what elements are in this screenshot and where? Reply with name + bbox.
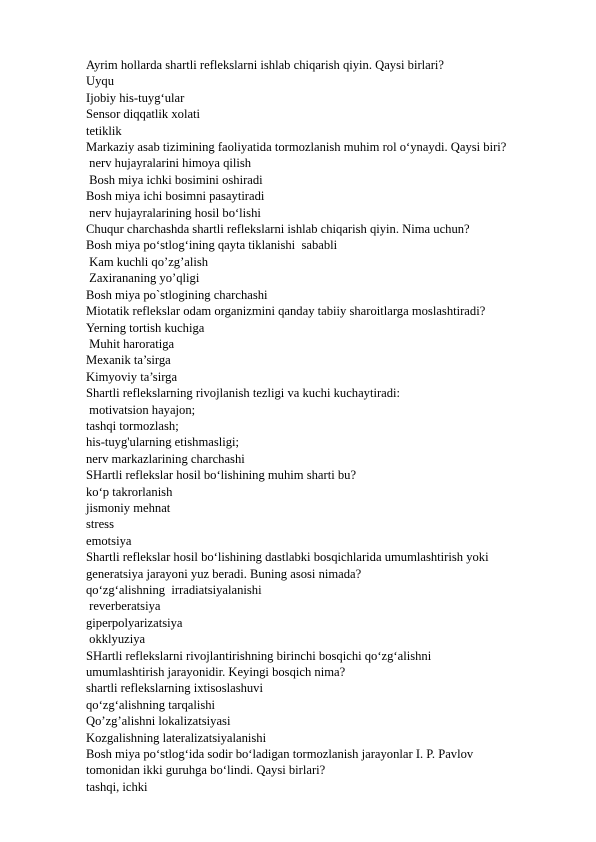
- answer-option: Yerning tortish kuchiga: [86, 320, 205, 335]
- answer-option: Ijobiy his-tuyg‘ular: [86, 90, 185, 105]
- answer-option: Bosh miya po‘stlog‘ining qayta tiklanishi sababli: [86, 238, 338, 253]
- answer-option: nerv markazlarining charchashi: [86, 451, 245, 466]
- question-text: Shartli reflekslar hosil bo‘lishining dastlabki bosqichlarida umumlashtirish yoki: [86, 550, 489, 565]
- question-text: Miotatik reflekslar odam organizmini qanday tabiiy sharoitlarga moslashtiradi?: [86, 304, 486, 319]
- answer-option: Bosh miya ichi bosimni pasaytiradi: [86, 189, 265, 204]
- answer-option: Sensor diqqatlik xolati: [86, 107, 201, 122]
- answer-option: nerv hujayralarining hosil bo‘lishi: [86, 205, 261, 220]
- question-text: umumlashtirish jarayonidir. Keyingi bosqich nima?: [86, 665, 346, 680]
- answer-option: ko‘p takrorlanish: [86, 484, 173, 499]
- answer-option: tashqi tormozlash;: [86, 418, 179, 433]
- answer-option: shartli reflekslarning ixtisoslashuvi: [86, 681, 263, 696]
- question-text: Chuqur charchashda shartli reflekslarni ishlab chiqarish qiyin. Nima uchun?: [86, 222, 470, 237]
- question-text: Ayrim hollarda shartli reflekslarni ishlab chiqarish qiyin. Qaysi birlari?: [86, 58, 445, 72]
- answer-option: jismoniy mehnat: [86, 500, 171, 515]
- question-text: tomonidan ikki guruhga bo‘lindi. Qaysi birlari?: [86, 763, 326, 778]
- answer-option: Bosh miya ichki bosimini oshiradi: [86, 172, 263, 187]
- answer-option: Uyqu: [86, 74, 114, 89]
- answer-option: motivatsion hayajon;: [86, 402, 196, 417]
- answer-option: Kam kuchli qo’zg’alish: [86, 254, 209, 269]
- question-text: Markaziy asab tizimining faoliyatida tormozlanish muhim rol o‘ynaydi. Qaysi biri?: [86, 140, 507, 155]
- answer-option: Bosh miya po`stlogining charchashi: [86, 287, 268, 302]
- answer-option: Kozgalishning lateralizatsiyalanishi: [86, 730, 267, 745]
- answer-option: nerv hujayralarini himoya qilish: [86, 156, 252, 171]
- question-text: SHartli reflekslar hosil bo‘lishining muhim sharti bu?: [86, 468, 357, 483]
- answer-option: okklyuziya: [86, 632, 146, 647]
- answer-option: qo‘zg‘alishning irradiatsiyalanishi: [86, 583, 262, 597]
- answer-option: stress: [86, 517, 114, 532]
- answer-option: Kimyoviy ta’sirga: [86, 369, 178, 384]
- answer-option: qo‘zg‘alishning tarqalishi: [86, 697, 216, 712]
- question-text: generatsiya jarayoni yuz beradi. Buning asosi nimada?: [86, 566, 362, 581]
- answer-option: reverberatsiya: [86, 599, 161, 614]
- answer-option: Muhit haroratiga: [86, 336, 175, 351]
- document-page: [86, 57, 576, 795]
- answer-option: Qo’zg’alishni lokalizatsiyasi: [86, 714, 231, 729]
- answer-option: giperpolyarizatsiya: [86, 615, 183, 630]
- answer-option: Mexanik ta’sirga: [86, 353, 171, 368]
- answer-option: his-tuyg'ularning etishmasligi;: [86, 435, 240, 450]
- answer-option: emotsiya: [86, 533, 132, 548]
- question-text: SHartli reflekslarni rivojlantirishning birinchi bosqichi qo‘zg‘alishni: [86, 648, 432, 663]
- answer-option: Zaxirananing yo’qligi: [86, 271, 200, 286]
- answer-option: tashqi, ichki: [86, 779, 148, 794]
- answer-option: tetiklik: [86, 123, 122, 138]
- question-text: Shartli reflekslarning rivojlanish tezligi va kuchi kuchaytiradi:: [86, 386, 401, 401]
- question-text: Bosh miya po‘stlog‘ida sodir bo‘ladigan tormozlanish jarayonlar I. P. Pavlov: [86, 747, 474, 762]
